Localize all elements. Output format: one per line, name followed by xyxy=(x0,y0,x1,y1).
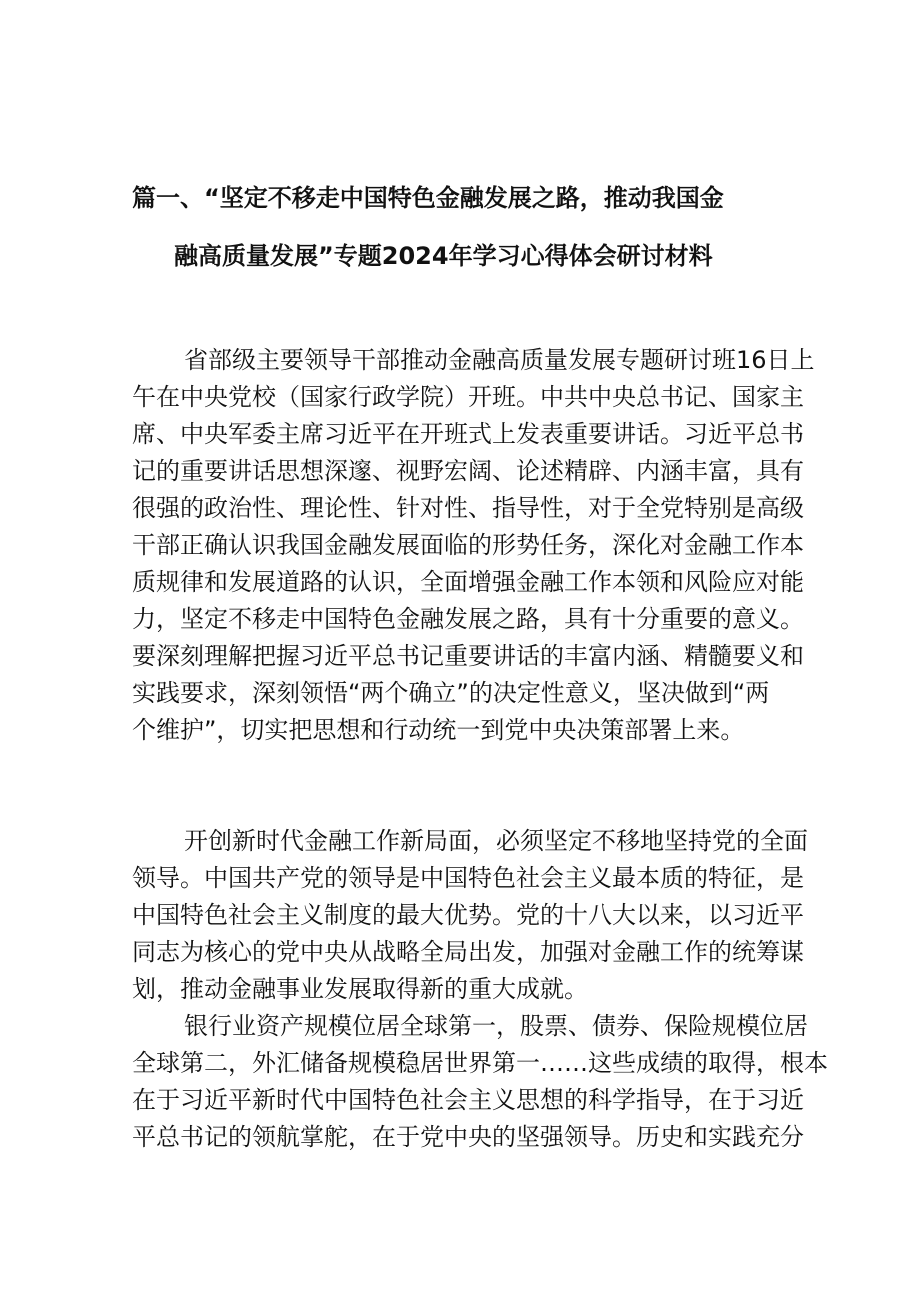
paragraph-line: 质规律和发展道路的认识，全面增强金融工作本领和风险应对能 xyxy=(132,568,804,596)
paragraph-line: 省部级主要领导干部推动金融高质量发展专题研讨班16日上 xyxy=(184,346,815,374)
paragraph-line: 中国特色社会主义制度的最大优势。党的十八大以来，以习近平 xyxy=(132,901,804,929)
paragraph-line: 实践要求，深刻领悟“两个确立”的决定性意义，坚决做到“两 xyxy=(132,679,770,707)
document-title-line-2: 融高质量发展”专题2024年学习心得体会研讨材料 xyxy=(174,242,713,270)
paragraph-line: 领导。中国共产党的领导是中国特色社会主义最本质的特征，是 xyxy=(132,864,804,892)
paragraph-line: 力，坚定不移走中国特色金融发展之路，具有十分重要的意义。 xyxy=(132,605,804,633)
paragraph-line: 干部正确认识我国金融发展面临的形势任务，深化对金融工作本 xyxy=(132,531,804,559)
paragraph-line: 全球第二，外汇储备规模稳居世界第一……这些成绩的取得，根本 xyxy=(132,1049,828,1077)
paragraph-line: 平总书记的领航掌舵，在于党中央的坚强领导。历史和实践充分 xyxy=(132,1123,804,1151)
paragraph-1 xyxy=(132,342,815,749)
paragraph-line: 开创新时代金融工作新局面，必须坚定不移地坚持党的全面 xyxy=(184,827,808,855)
paragraph-line: 要深刻理解把握习近平总书记重要讲话的丰富内涵、精髓要义和 xyxy=(132,642,804,670)
paragraph-line: 同志为核心的党中央从战略全局出发，加强对金融工作的统筹谋 xyxy=(132,938,804,966)
document-title-line-1: 篇一、“坚定不移走中国特色金融发展之路，推动我国金 xyxy=(132,184,724,212)
paragraph-line: 席、中央军委主席习近平在开班式上发表重要讲话。习近平总书 xyxy=(132,420,804,448)
paragraph-line: 个维护”，切实把思想和行动统一到党中央决策部署上来。 xyxy=(132,716,745,744)
paragraph-line: 在于习近平新时代中国特色社会主义思想的科学指导，在于习近 xyxy=(132,1086,804,1114)
paragraph-line: 记的重要讲话思想深邃、视野宏阔、论述精辟、内涵丰富，具有 xyxy=(132,457,804,485)
paragraph-line: 午在中央党校（国家行政学院）开班。中共中央总书记、国家主 xyxy=(132,383,804,411)
paragraph-3 xyxy=(132,1008,828,1156)
paragraph-2 xyxy=(132,823,808,1008)
paragraph-line: 很强的政治性、理论性、针对性、指导性，对于全党特别是高级 xyxy=(132,494,804,522)
paragraph-line: 划，推动金融事业发展取得新的重大成就。 xyxy=(132,975,588,1003)
paragraph-line: 银行业资产规模位居全球第一，股票、债券、保险规模位居 xyxy=(184,1012,808,1040)
